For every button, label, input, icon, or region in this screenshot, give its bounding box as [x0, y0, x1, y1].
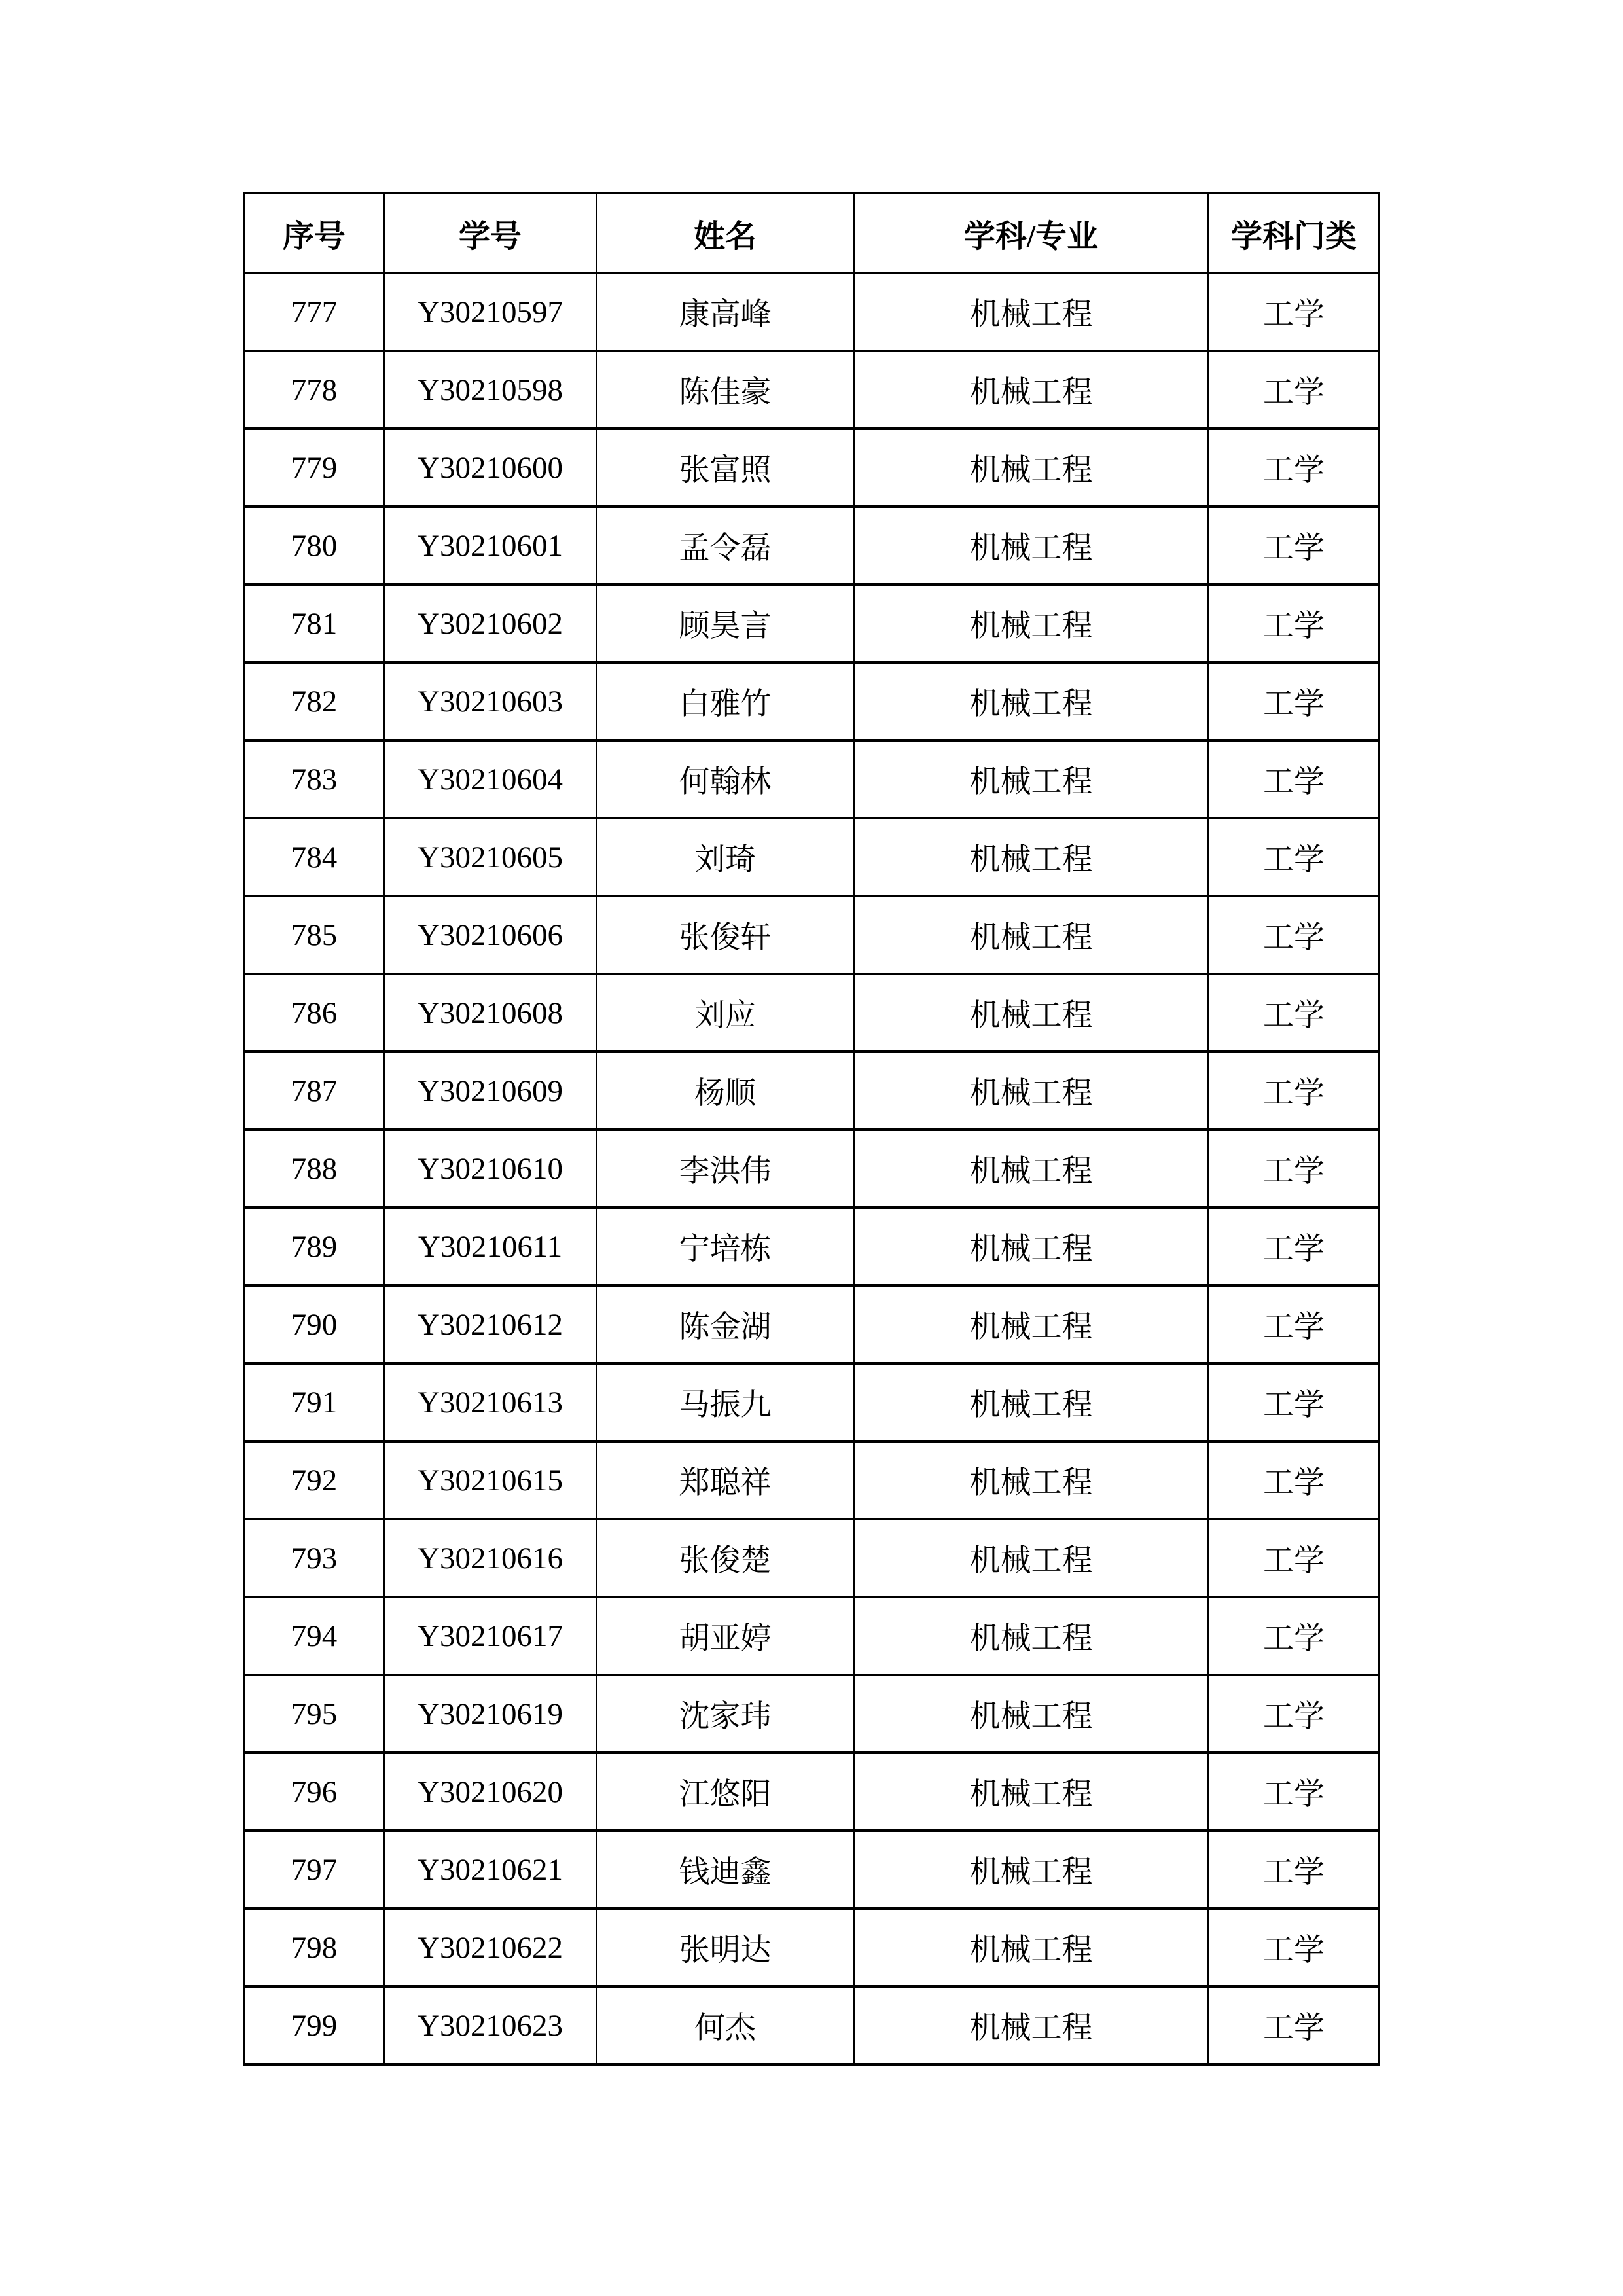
category-cell: 工学	[1209, 662, 1380, 740]
seq-cell: 780	[245, 507, 384, 584]
major-cell: 机械工程	[854, 896, 1209, 974]
table-row	[245, 1285, 1380, 1363]
table-row	[245, 1052, 1380, 1130]
seq-cell: 792	[245, 1441, 384, 1519]
header-seq: 序号	[245, 193, 384, 273]
student-id-cell: Y30210605	[384, 818, 597, 896]
header-student-id: 学号	[384, 193, 597, 273]
major-cell: 机械工程	[854, 1597, 1209, 1675]
table-row	[245, 896, 1380, 974]
seq-cell: 793	[245, 1519, 384, 1597]
category-cell: 工学	[1209, 818, 1380, 896]
category-cell: 工学	[1209, 507, 1380, 584]
student-id-cell: Y30210622	[384, 1909, 597, 1986]
seq-cell: 787	[245, 1052, 384, 1130]
seq-cell: 782	[245, 662, 384, 740]
seq-cell: 795	[245, 1675, 384, 1753]
major-cell: 机械工程	[854, 584, 1209, 662]
student-id-cell: Y30210608	[384, 974, 597, 1052]
student-id-cell: Y30210606	[384, 896, 597, 974]
table-row	[245, 1130, 1380, 1208]
name-cell: 白雅竹	[597, 662, 854, 740]
category-cell: 工学	[1209, 974, 1380, 1052]
table-row	[245, 351, 1380, 429]
category-cell: 工学	[1209, 1441, 1380, 1519]
major-cell: 机械工程	[854, 351, 1209, 429]
category-cell: 工学	[1209, 273, 1380, 351]
name-cell: 张俊轩	[597, 896, 854, 974]
table-row	[245, 1519, 1380, 1597]
seq-cell: 783	[245, 740, 384, 818]
name-cell: 张明达	[597, 1909, 854, 1986]
major-cell: 机械工程	[854, 1052, 1209, 1130]
name-cell: 陈佳豪	[597, 351, 854, 429]
seq-cell: 779	[245, 429, 384, 507]
student-id-cell: Y30210623	[384, 1986, 597, 2064]
table-row	[245, 1363, 1380, 1441]
name-cell: 张俊楚	[597, 1519, 854, 1597]
student-id-cell: Y30210616	[384, 1519, 597, 1597]
name-cell: 何杰	[597, 1986, 854, 2064]
major-cell: 机械工程	[854, 974, 1209, 1052]
seq-cell: 798	[245, 1909, 384, 1986]
major-cell: 机械工程	[854, 1986, 1209, 2064]
name-cell: 江悠阳	[597, 1753, 854, 1831]
seq-cell: 799	[245, 1986, 384, 2064]
name-cell: 钱迪鑫	[597, 1831, 854, 1909]
table-row	[245, 662, 1380, 740]
category-cell: 工学	[1209, 740, 1380, 818]
seq-cell: 777	[245, 273, 384, 351]
major-cell: 机械工程	[854, 1753, 1209, 1831]
table-row	[245, 429, 1380, 507]
student-id-cell: Y30210611	[384, 1208, 597, 1285]
student-id-cell: Y30210604	[384, 740, 597, 818]
name-cell: 宁培栋	[597, 1208, 854, 1285]
student-id-cell: Y30210609	[384, 1052, 597, 1130]
table-row	[245, 1597, 1380, 1675]
major-cell: 机械工程	[854, 1675, 1209, 1753]
student-id-cell: Y30210620	[384, 1753, 597, 1831]
student-roster-table	[243, 192, 1380, 2066]
major-cell: 机械工程	[854, 740, 1209, 818]
major-cell: 机械工程	[854, 1909, 1209, 1986]
header-major: 学科/专业	[854, 193, 1209, 273]
name-cell: 杨顺	[597, 1052, 854, 1130]
major-cell: 机械工程	[854, 662, 1209, 740]
seq-cell: 797	[245, 1831, 384, 1909]
category-cell: 工学	[1209, 1986, 1380, 2064]
seq-cell: 796	[245, 1753, 384, 1831]
seq-cell: 790	[245, 1285, 384, 1363]
header-name: 姓名	[597, 193, 854, 273]
major-cell: 机械工程	[854, 273, 1209, 351]
table-row	[245, 1909, 1380, 1986]
major-cell: 机械工程	[854, 1519, 1209, 1597]
name-cell: 刘应	[597, 974, 854, 1052]
seq-cell: 784	[245, 818, 384, 896]
table-row	[245, 507, 1380, 584]
category-cell: 工学	[1209, 1208, 1380, 1285]
student-id-cell: Y30210619	[384, 1675, 597, 1753]
seq-cell: 794	[245, 1597, 384, 1675]
table-body	[245, 273, 1380, 2064]
name-cell: 马振九	[597, 1363, 854, 1441]
header-category: 学科门类	[1209, 193, 1380, 273]
table-row	[245, 1986, 1380, 2064]
category-cell: 工学	[1209, 584, 1380, 662]
name-cell: 陈金湖	[597, 1285, 854, 1363]
major-cell: 机械工程	[854, 818, 1209, 896]
table-row	[245, 974, 1380, 1052]
seq-cell: 786	[245, 974, 384, 1052]
major-cell: 机械工程	[854, 507, 1209, 584]
table-row	[245, 818, 1380, 896]
table-row	[245, 1208, 1380, 1285]
student-id-cell: Y30210613	[384, 1363, 597, 1441]
category-cell: 工学	[1209, 1831, 1380, 1909]
student-id-cell: Y30210610	[384, 1130, 597, 1208]
category-cell: 工学	[1209, 1597, 1380, 1675]
name-cell: 郑聪祥	[597, 1441, 854, 1519]
name-cell: 何翰林	[597, 740, 854, 818]
seq-cell: 785	[245, 896, 384, 974]
category-cell: 工学	[1209, 351, 1380, 429]
student-id-cell: Y30210598	[384, 351, 597, 429]
student-id-cell: Y30210615	[384, 1441, 597, 1519]
major-cell: 机械工程	[854, 1831, 1209, 1909]
category-cell: 工学	[1209, 1052, 1380, 1130]
seq-cell: 791	[245, 1363, 384, 1441]
category-cell: 工学	[1209, 1130, 1380, 1208]
seq-cell: 788	[245, 1130, 384, 1208]
seq-cell: 778	[245, 351, 384, 429]
name-cell: 沈家玮	[597, 1675, 854, 1753]
student-id-cell: Y30210600	[384, 429, 597, 507]
category-cell: 工学	[1209, 429, 1380, 507]
table-row	[245, 1753, 1380, 1831]
major-cell: 机械工程	[854, 1285, 1209, 1363]
major-cell: 机械工程	[854, 429, 1209, 507]
category-cell: 工学	[1209, 1909, 1380, 1986]
table-row	[245, 1831, 1380, 1909]
major-cell: 机械工程	[854, 1130, 1209, 1208]
seq-cell: 781	[245, 584, 384, 662]
category-cell: 工学	[1209, 896, 1380, 974]
student-id-cell: Y30210601	[384, 507, 597, 584]
category-cell: 工学	[1209, 1363, 1380, 1441]
name-cell: 胡亚婷	[597, 1597, 854, 1675]
student-id-cell: Y30210612	[384, 1285, 597, 1363]
seq-cell: 789	[245, 1208, 384, 1285]
name-cell: 刘琦	[597, 818, 854, 896]
major-cell: 机械工程	[854, 1208, 1209, 1285]
name-cell: 孟令磊	[597, 507, 854, 584]
student-id-cell: Y30210617	[384, 1597, 597, 1675]
student-id-cell: Y30210603	[384, 662, 597, 740]
student-id-cell: Y30210597	[384, 273, 597, 351]
major-cell: 机械工程	[854, 1441, 1209, 1519]
category-cell: 工学	[1209, 1675, 1380, 1753]
table-row	[245, 1675, 1380, 1753]
category-cell: 工学	[1209, 1285, 1380, 1363]
name-cell: 康高峰	[597, 273, 854, 351]
name-cell: 李洪伟	[597, 1130, 854, 1208]
category-cell: 工学	[1209, 1753, 1380, 1831]
name-cell: 顾昊言	[597, 584, 854, 662]
category-cell: 工学	[1209, 1519, 1380, 1597]
student-id-cell: Y30210621	[384, 1831, 597, 1909]
table-row	[245, 740, 1380, 818]
student-id-cell: Y30210602	[384, 584, 597, 662]
major-cell: 机械工程	[854, 1363, 1209, 1441]
name-cell: 张富照	[597, 429, 854, 507]
table-header-row	[245, 193, 1380, 273]
table-row	[245, 273, 1380, 351]
table-row	[245, 1441, 1380, 1519]
table-row	[245, 584, 1380, 662]
